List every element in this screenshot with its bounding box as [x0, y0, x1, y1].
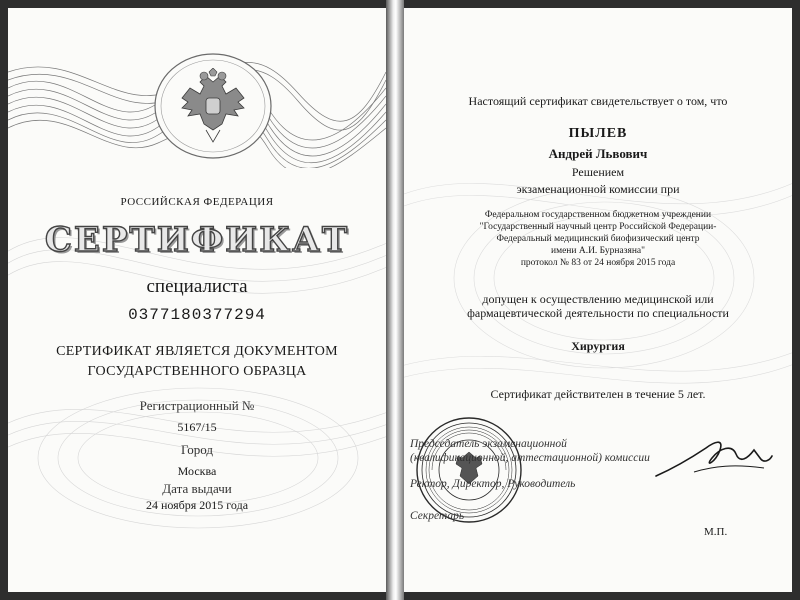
- specialty: Хирургия: [571, 339, 625, 353]
- organization-line-2: "Государственный научный центр Российской Федерации-: [479, 222, 717, 232]
- certificate-subtitle: специалиста: [146, 276, 248, 297]
- certificate-number: 0377180377294: [128, 306, 266, 324]
- admission-line-1: допущен к осуществлению медицинской или: [482, 292, 714, 306]
- state-document-line-2: ГОСУДАРСТВЕННОГО ОБРАЗЦА: [87, 364, 307, 379]
- country-name: РОССИЙСКАЯ ФЕДЕРАЦИЯ: [120, 196, 274, 208]
- issue-date-value: 24 ноября 2015 года: [145, 498, 249, 512]
- chairman-signature-line-2: (квалификационной, аттестационной) комиссии: [410, 452, 650, 464]
- right-page: [404, 8, 792, 592]
- protocol-line: протокол № 83 от 24 ноября 2015 года: [520, 258, 676, 268]
- left-page: [8, 8, 386, 592]
- admission-line-2: фармацевтической деятельности по специальности: [467, 306, 729, 320]
- coat-of-arms-icon: [176, 68, 250, 146]
- chairman-signature-line-1: Председатель экзаменационной: [410, 438, 567, 450]
- intro-text: Настоящий сертификат свидетельствует о том, что: [468, 94, 728, 108]
- organization-line-4: имени А.И. Бурназяна": [550, 246, 646, 256]
- stamp-place-mark: М.П.: [704, 526, 728, 538]
- validity-statement: Сертификат действителен в течение 5 лет.: [490, 387, 706, 401]
- book-spine: [386, 0, 404, 600]
- handwritten-signature: [654, 428, 774, 488]
- issue-date-label: Дата выдачи: [162, 481, 232, 496]
- director-signature-line: Ректор, Директор, Руководитель: [410, 478, 576, 490]
- city-label: Город: [180, 442, 214, 457]
- decision-line-1: Решением: [571, 165, 625, 179]
- city-value: Москва: [177, 464, 217, 478]
- holder-first-name: Андрей Львович: [548, 146, 648, 161]
- registration-label: Регистрационный №: [139, 398, 255, 413]
- state-document-line-1: СЕРТИФИКАТ ЯВЛЯЕТСЯ ДОКУМЕНТОМ: [56, 344, 338, 359]
- certificate-title: СЕРТИФИКАТ: [44, 220, 350, 260]
- holder-last-name: ПЫЛЕВ: [568, 126, 628, 141]
- registration-value: 5167/15: [177, 420, 217, 434]
- decision-line-2: экзаменационной комиссии при: [516, 182, 680, 196]
- organization-line-3: Федеральный медицинский биофизический центр: [496, 234, 700, 244]
- organization-line-1: Федеральном государственном бюджетном учреждении: [484, 210, 712, 220]
- secretary-signature-line: Секретарь: [410, 510, 465, 522]
